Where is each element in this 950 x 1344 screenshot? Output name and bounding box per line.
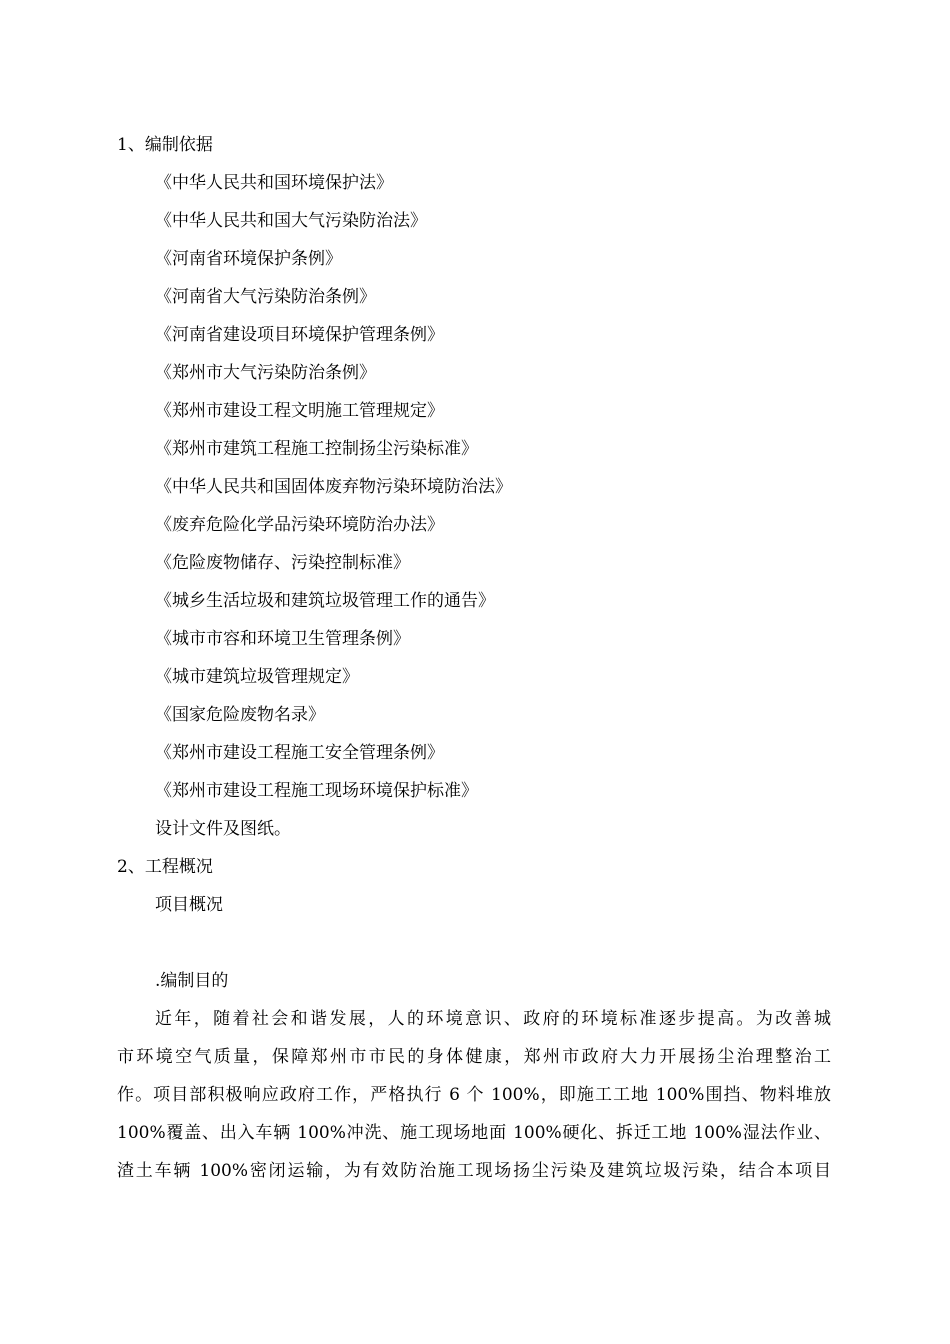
basis-item: 《城市建筑垃圾管理规定》 xyxy=(155,667,359,687)
basis-item: 设计文件及图纸。 xyxy=(155,819,291,839)
basis-item: 《中华人民共和国大气污染防治法》 xyxy=(155,211,427,231)
basis-item: 《河南省建设项目环境保护管理条例》 xyxy=(155,325,444,345)
paragraph-line: 作。项目部积极响应政府工作，严格执行 6 个 100%，即施工工地 100%围挡、物料堆放 xyxy=(117,1085,831,1105)
basis-item: 《危险废物储存、污染控制标准》 xyxy=(155,553,410,573)
basis-item: 《郑州市大气污染防治条例》 xyxy=(155,363,376,383)
project-overview-label: 项目概况 xyxy=(155,895,223,915)
purpose-heading: .编制目的 xyxy=(155,971,229,991)
basis-item: 《中华人民共和国环境保护法》 xyxy=(155,173,393,193)
basis-item: 《城乡生活垃圾和建筑垃圾管理工作的通告》 xyxy=(155,591,495,611)
basis-item: 《城市市容和环境卫生管理条例》 xyxy=(155,629,410,649)
basis-item: 《郑州市建设工程文明施工管理规定》 xyxy=(155,401,444,421)
basis-item: 《国家危险废物名录》 xyxy=(155,705,325,725)
basis-item: 《河南省环境保护条例》 xyxy=(155,249,342,269)
paragraph-line: 市环境空气质量，保障郑州市市民的身体健康，郑州市政府大力开展扬尘治理整治工 xyxy=(117,1047,831,1067)
basis-item: 《中华人民共和国固体废弃物污染环境防治法》 xyxy=(155,477,512,497)
basis-item: 《郑州市建筑工程施工控制扬尘污染标准》 xyxy=(155,439,478,459)
basis-item: 《郑州市建设工程施工现场环境保护标准》 xyxy=(155,781,478,801)
basis-item: 《废弃危险化学品污染环境防治办法》 xyxy=(155,515,444,535)
section-2-heading: 2、工程概况 xyxy=(117,857,213,877)
basis-item: 《郑州市建设工程施工安全管理条例》 xyxy=(155,743,444,763)
paragraph-line: 近年，随着社会和谐发展，人的环境意识、政府的环境标准逐步提高。为改善城 xyxy=(155,1009,831,1029)
paragraph-line: 渣土车辆 100%密闭运输，为有效防治施工现场扬尘污染及建筑垃圾污染，结合本项目 xyxy=(117,1161,831,1181)
basis-item: 《河南省大气污染防治条例》 xyxy=(155,287,376,307)
section-1-heading: 1、编制依据 xyxy=(117,135,213,155)
paragraph-line: 100%覆盖、出入车辆 100%冲洗、施工现场地面 100%硬化、拆迁工地 100%湿法作业、 xyxy=(117,1123,831,1143)
